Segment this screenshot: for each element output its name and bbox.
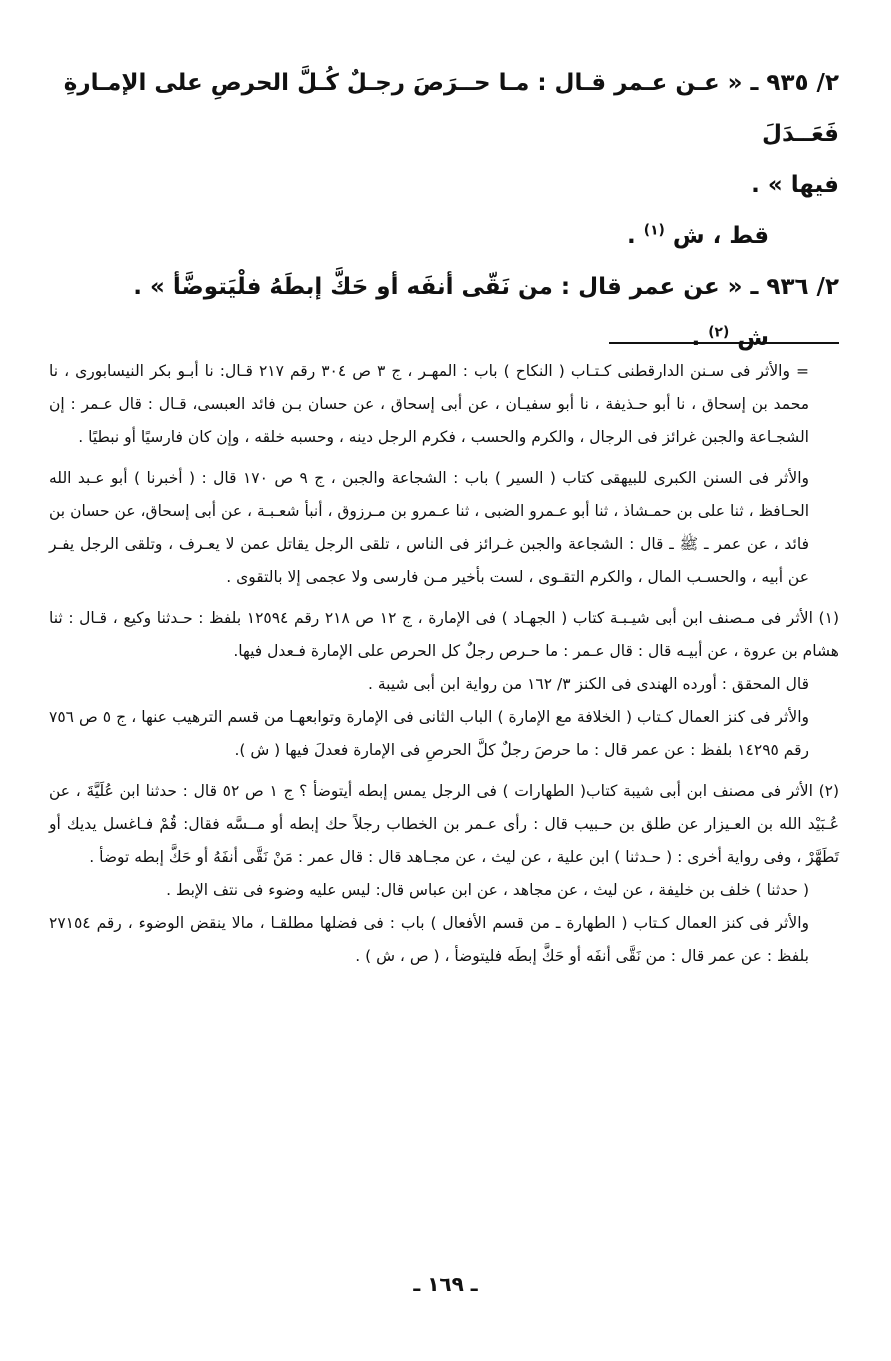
main-text xyxy=(39,58,839,364)
footnote-separator xyxy=(609,342,839,344)
line-end: . xyxy=(627,223,644,249)
footnote-continued: = والأثر فى سـنن الدارقطنى كـتـاب ( النكاح ) باب : المهـر ، ج ٣ ص ٣٠٤ رقم ٢١٧ قـال: نا أبـو بكر النيسابورى ، نا محمد بن إسحاق ، نا أبو حـذيفة ، نا أبو سفيـان ، عن أبى إسحاق ، عن حسان بـن فائد العبسى، قـال : قال عـمر : إن الشجـاعة والجبن غرائز فى الرجال ، والكرم والحسب ، فكرم الرجل دينه ، وحسبه خلقه ، وإن كان فارسيًا أو نبطيًا . xyxy=(49,362,809,446)
line-end: . xyxy=(691,325,709,351)
athar-936: ٢/ ٩٣٦ ـ « عن عمر قال : من نَقّى أنفَه أو حَكَّ إبطَهُ فلْيَتوضَّأ » . xyxy=(133,274,839,300)
footnote-paragraph: والأثر فى السنن الكبرى للبيهقى كتاب ( السير ) باب : الشجاعة والجبن ، ج ٩ ص ١٧٠ قال : ( أخبرنا ) أبو عـبد الله الحـافظ ، ثنا على بن حمـشاذ ، ثنا أبو عـمرو الضبى ، ثنا عـمرو بن مـرزوق ، أنبأ شعـبـة ، عن أبى إسحاق، عن حسان بن فائد ، عن عمر ـ ﷺ ـ قال : الشجاعة والجبن غـرائز فى الناس ، تلقى الرجل يقاتل عمن لا يعـرف ، وتلقى الرجل يفـر عن أبيه ، والحسـب المال ، والكرم التقـوى ، لست بأخير مـن فارسى ولا عجمى إلا بالتقوى . xyxy=(49,469,810,586)
footnotes xyxy=(49,355,839,981)
footnote-ref: (١) xyxy=(643,222,665,239)
source-label: ش xyxy=(729,325,769,351)
athar-935-continuation: فيها » . xyxy=(751,172,839,198)
footnote-paragraph: والأثر فى كنز العمال كـتاب ( الخلافة مع الإمارة ) الباب الثانى فى الإمارة وتوابعهـا من قسم الترهيب عنها ، ج ٥ ص ٧٥٦ رقم ١٤٢٩٥ بلفظ : عن عمر قال : ما حرصَ رجلٌ كلَّ الحرصِ فى الإمارة فعدلَ فيها ( ش ). xyxy=(49,708,809,759)
footnote-paragraph: قال المحقق : أورده الهندى فى الكنز ٣/ ١٦٢ من رواية ابن أبى شيبة . xyxy=(367,675,809,693)
athar-935-sources xyxy=(39,211,769,262)
footnote-paragraph: والأثر فى كنز العمال كـتاب ( الطهارة ـ من قسم الأفعال ) باب : فى فضلها مطلقـا ، مالا ينقض الوضوء ، رقم ٢٧١٥٤ بلفظ : عن عمر قال : من نَقَّى أنفَه أو حَكَّ إبطَه فليتوضأ ، ( ص ، ش ) . xyxy=(49,914,809,965)
athar-935: ٢/ ٩٣٥ ـ « عـن عـمر قـال : مـا حــرَصَ رجـلٌ كُـلَّ الحرصِ على الإمـارةِ فَعَــدَلَ xyxy=(63,70,839,147)
footnote-ref: (٢) xyxy=(708,324,730,341)
footnote-1: (١) الأثر فى مـصنف ابن أبى شيـبـة كتاب ( الجهـاد ) فى الإمارة ، ج ١٢ ص ٢١٨ رقم ١٢٥٩٤ بلفظ : حـدثنا وكيع ، قـال : ثنا هشام بن عروة ، عن أبيـه قال : قال عـمر : ما حـرص رجلٌ كل الحرص على الإمارة فـعدل فيها. xyxy=(49,609,839,660)
footnote-2: (٢) الأثر فى مصنف ابن أبى شيبة كتاب( الطهارات ) فى الرجل يمس إبطه أيتوضأ ؟ ج ١ ص ٥٢ قال : حدثنا ابن عُلَيَّةَ ، عن عُـبَيْد الله بن العـيزار عن طلق بن حـبيب قال : رأى عـمر بن الخطاب رجلاً حك إبطه أو مــسَّه فقال: قُمْ فـاغسل يديك أو تَطَهَّرْ ، وفى رواية أخرى : ( حـدثنا ) ابن علية ، عن ليث ، عن مجـاهد قال : قال عمر : مَنْ نَقَّى أنفَهُ أو حَكَّ إبطه توضأ . xyxy=(49,782,840,866)
source-label: قط ، ش xyxy=(664,223,769,249)
footnote-paragraph: ( حدثنا ) خلف بن خليفة ، عن ليث ، عن مجاهد ، عن ابن عباس قال: ليس عليه وضوء فى نتف الإبط . xyxy=(166,881,809,899)
page-number: ـ ١٦٩ ـ xyxy=(413,1272,478,1296)
